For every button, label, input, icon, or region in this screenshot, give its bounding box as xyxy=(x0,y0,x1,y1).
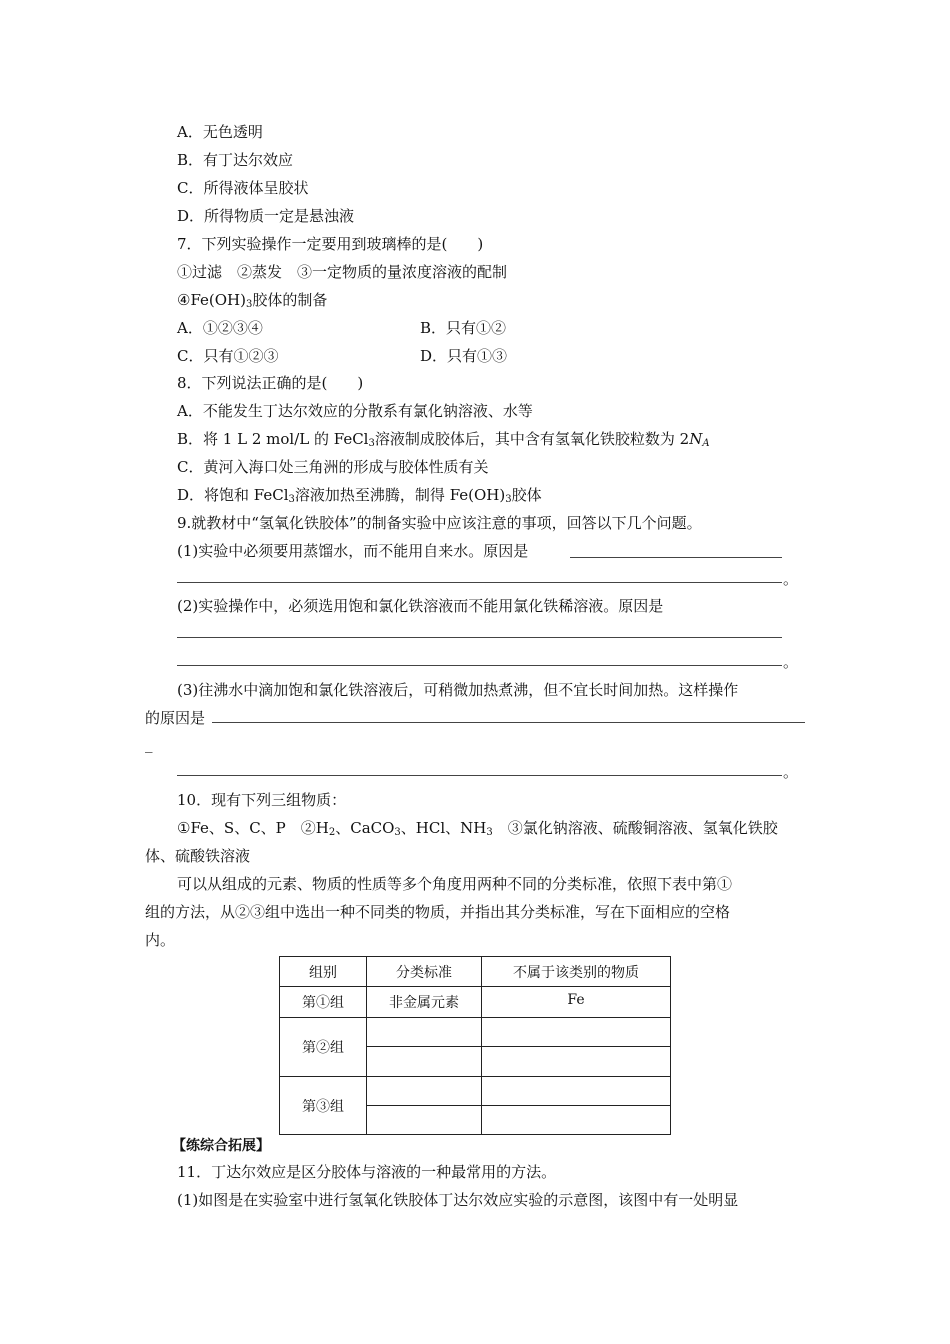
q10-instr-line3: 内。 xyxy=(145,931,176,949)
q10-instr-line2: 组的方法，从②③组中选出一种不同类的物质，并指出其分类标准，写在下面相应的空格 xyxy=(145,903,731,921)
q11-stem: 11．丁达尔效应是区分胶体与溶液的一种最常用的方法。 xyxy=(177,1163,557,1181)
q9-part1-blank-b[interactable] xyxy=(177,582,782,583)
q8-option-c: C．黄河入海口处三角洲的形成与胶体性质有关 xyxy=(177,458,489,476)
q9-part2-blank-a[interactable] xyxy=(177,637,782,638)
q7-option-d: D．只有①③ xyxy=(420,347,508,365)
table-row1-standard: 非金属元素 xyxy=(367,987,482,1018)
table-header-group: 组别 xyxy=(280,957,367,987)
q9-part3-line1: (3)往沸水中滴加饱和氯化铁溶液后，可稍微加热煮沸，但不宜长时间加热。这样操作 xyxy=(177,681,739,699)
q8-option-a: A．不能发生丁达尔效应的分散系有氯化钠溶液、水等 xyxy=(177,402,533,420)
q10-instr-line1: 可以从组成的元素、物质的性质等多个角度用两种不同的分类标准，依照下表中第① xyxy=(177,875,733,893)
q6-option-b: B．有丁达尔效应 xyxy=(177,151,294,169)
q9-stem: 9.就教材中“氢氧化铁胶体”的制备实验中应该注意的事项，回答以下几个问题。 xyxy=(177,514,702,532)
q7-items-line1: ①过滤 ②蒸发 ③一定物质的量浓度溶液的配制 xyxy=(177,263,508,281)
q7-option-c: C．只有①②③ xyxy=(177,347,279,365)
table-row2-substance-a[interactable] xyxy=(482,1018,671,1047)
q10-groups-line2: 体、硫酸铁溶液 xyxy=(145,847,251,865)
q6-option-a: A．无色透明 xyxy=(177,123,263,141)
table-row3-standard-b[interactable] xyxy=(367,1106,482,1135)
q9-part3-blank-a[interactable] xyxy=(212,722,805,723)
q8-stem: 8．下列说法正确的是( ) xyxy=(177,374,364,392)
table-header-standard: 分类标准 xyxy=(367,957,482,987)
q8-option-b: B．将 1 L 2 mol/L 的 FeCl$_3$溶液制成胶体后，其中含有氢氧化铁胶粒数为 $2N_A$ xyxy=(177,430,710,449)
table-row3-substance-a[interactable] xyxy=(482,1077,671,1106)
q9-part2-blank-b[interactable] xyxy=(177,665,782,666)
table-row2-standard-b[interactable] xyxy=(367,1047,482,1077)
classification-table xyxy=(279,956,671,1135)
q9-part3-line2: 的原因是 xyxy=(145,709,206,727)
q10-stem: 10．现有下列三组物质： xyxy=(177,791,347,809)
table-row3-standard-a[interactable] xyxy=(367,1077,482,1106)
q7-option-a: A．①②③④ xyxy=(177,319,263,337)
q9-part1-period: 。 xyxy=(783,570,799,588)
q7-items-line2: $④Fe(OH)_3$胶体的制备 xyxy=(177,291,328,310)
q9-part1-blank-a[interactable] xyxy=(570,557,782,558)
table-row1-group: 第①组 xyxy=(280,987,367,1018)
table-row3-group: 第③组 xyxy=(280,1077,367,1135)
q11-part1: (1)如图是在实验室中进行氢氧化铁胶体丁达尔效应实验的示意图，该图中有一处明显 xyxy=(177,1191,739,1209)
q6-option-c: C．所得液体呈胶状 xyxy=(177,179,309,197)
table-row2-group: 第②组 xyxy=(280,1018,367,1077)
q10-groups-line1: ①Fe、S、C、P $②H_2$、CaCO$_3$、HCl、$NH_3$ ③氯化钠溶液、硫酸铜溶液、氢氧化铁胶 xyxy=(177,819,778,838)
q9-part3-dash: _ xyxy=(145,735,153,753)
q8-option-d: D．将饱和 FeCl$_3$溶液加热至沸腾，制得 $Fe(OH)_3$胶体 xyxy=(177,486,542,505)
q6-option-d: D．所得物质一定是悬浊液 xyxy=(177,207,355,225)
q7-stem: 7．下列实验操作一定要用到玻璃棒的是( ) xyxy=(177,235,484,253)
section-heading: 【练综合拓展】 xyxy=(172,1138,270,1154)
q9-part2: (2)实验操作中，必须选用饱和氯化铁溶液而不能用氯化铁稀溶液。原因是 xyxy=(177,597,664,615)
table-row2-substance-b[interactable] xyxy=(482,1047,671,1077)
table-row3-substance-b[interactable] xyxy=(482,1106,671,1135)
q9-part3-blank-b[interactable] xyxy=(177,775,782,776)
table-row1-substance: Fe xyxy=(482,987,671,1018)
q7-option-b: B．只有①② xyxy=(420,319,507,337)
table-header-substance: 不属于该类别的物质 xyxy=(482,957,671,987)
q9-part2-period: 。 xyxy=(783,653,799,671)
q9-part3-period: 。 xyxy=(783,763,799,781)
q9-part1: (1)实验中必须要用蒸馏水，而不能用自来水。原因是 xyxy=(177,542,529,560)
table-row2-standard-a[interactable] xyxy=(367,1018,482,1047)
